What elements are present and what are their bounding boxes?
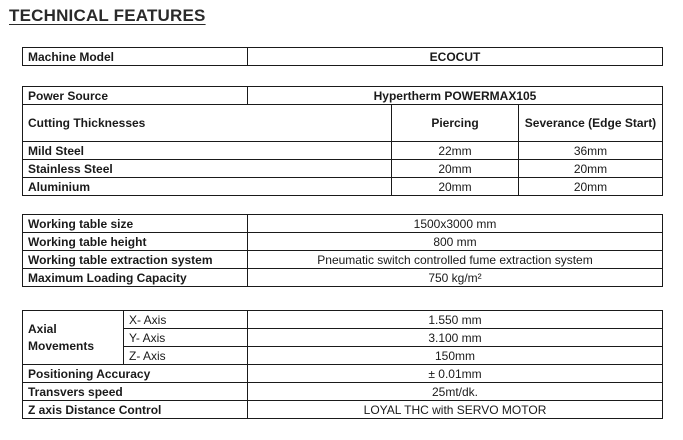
axis-value: 1.550 mm [248, 311, 663, 329]
severance-value: 20mm [519, 160, 663, 178]
spec-label: Positioning Accuracy [23, 365, 248, 383]
spec-value: 800 mm [248, 233, 663, 251]
table-row [23, 160, 663, 178]
axis-value: 3.100 mm [248, 329, 663, 347]
spec-value: LOYAL THC with SERVO MOTOR [248, 401, 663, 419]
spec-label: Transvers speed [23, 383, 248, 401]
working-table-table [22, 214, 663, 287]
spec-label: Working table height [23, 233, 248, 251]
table-row [23, 48, 663, 66]
axis-label: Y- Axis [124, 329, 248, 347]
piercing-value: 22mm [392, 142, 519, 160]
motion-table [22, 310, 663, 419]
page-title: TECHNICAL FEATURES [9, 6, 206, 25]
table-row [23, 365, 663, 383]
material-name: Mild Steel [23, 142, 392, 160]
spec-label: Working table size [23, 215, 248, 233]
axis-label: Z- Axis [124, 347, 248, 365]
table-row [23, 233, 663, 251]
table-row [23, 215, 663, 233]
spec-label: Maximum Loading Capacity [23, 269, 248, 287]
power-source-label: Power Source [23, 87, 248, 105]
table-row [23, 142, 663, 160]
spec-value: ± 0.01mm [248, 365, 663, 383]
axis-label: X- Axis [124, 311, 248, 329]
severance-value: 36mm [519, 142, 663, 160]
piercing-value: 20mm [392, 160, 519, 178]
spec-value: 1500x3000 mm [248, 215, 663, 233]
spec-value: Pneumatic switch controlled fume extraction system [248, 251, 663, 269]
table-row [23, 269, 663, 287]
table-row [23, 105, 663, 142]
machine-model-label: Machine Model [23, 48, 248, 66]
severance-value: 20mm [519, 178, 663, 196]
spec-label: Working table extraction system [23, 251, 248, 269]
power-source-value: Hypertherm POWERMAX105 [248, 87, 663, 105]
machine-model-table [22, 47, 663, 66]
spec-label: Z axis Distance Control [23, 401, 248, 419]
table-row [23, 401, 663, 419]
spec-value: 750 kg/m² [248, 269, 663, 287]
severance-column-header: Severance (Edge Start) [519, 105, 663, 142]
machine-model-value: ECOCUT [248, 48, 663, 66]
power-source-table [22, 86, 663, 196]
table-row [23, 87, 663, 105]
piercing-column-header: Piercing [392, 105, 519, 142]
cutting-thickness-label: Cutting Thicknesses [23, 105, 392, 142]
table-row [23, 251, 663, 269]
material-name: Aluminium [23, 178, 392, 196]
piercing-value: 20mm [392, 178, 519, 196]
table-row [23, 311, 663, 329]
axis-value: 150mm [248, 347, 663, 365]
material-name: Stainless Steel [23, 160, 392, 178]
axial-movements-label: Axial Movements [23, 311, 124, 365]
table-row [23, 178, 663, 196]
table-row [23, 383, 663, 401]
spec-value: 25mt/dk. [248, 383, 663, 401]
